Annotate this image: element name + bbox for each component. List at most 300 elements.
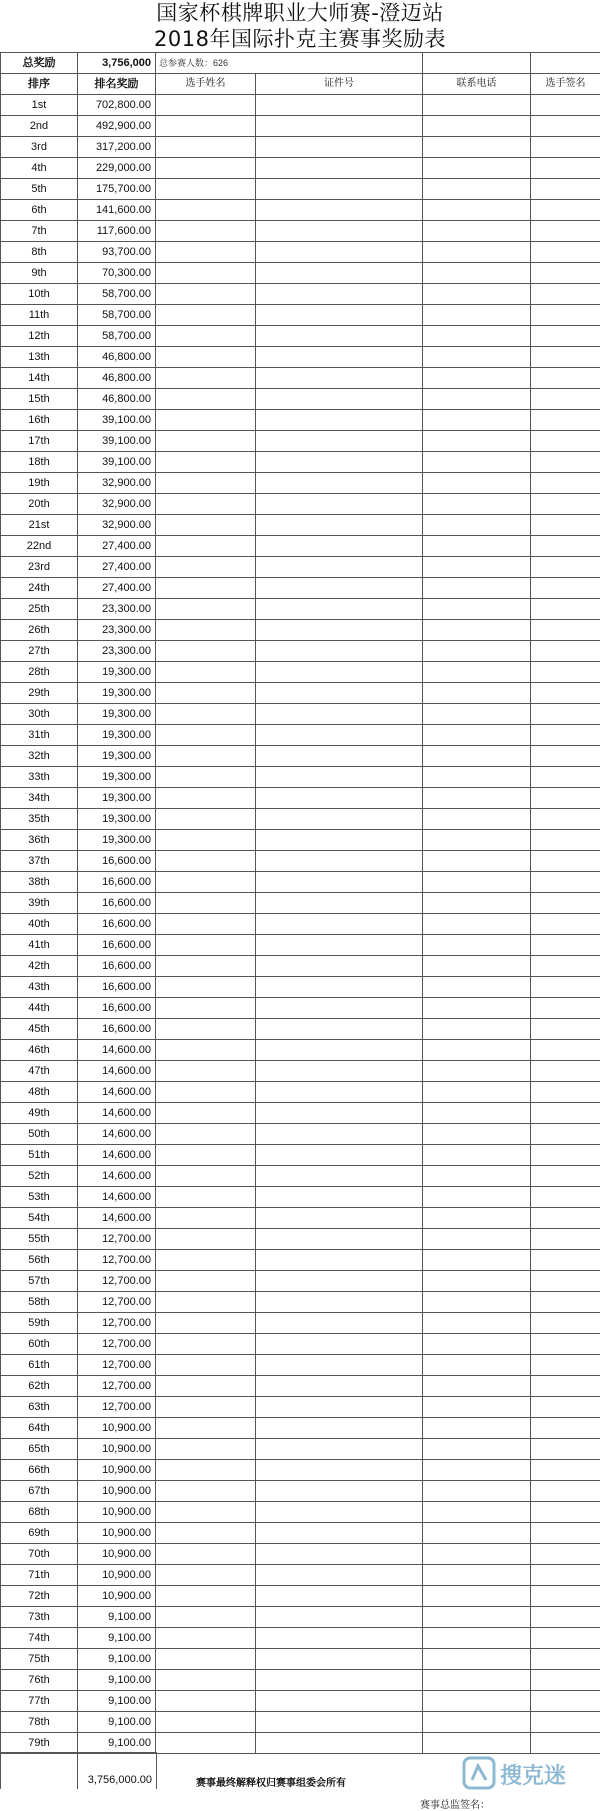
phone-cell [423,326,531,347]
table-row [1,767,600,788]
prize-cell: 16,600.00 [78,935,156,956]
prize-cell: 14,600.00 [78,1166,156,1187]
prize-cell: 19,300.00 [78,683,156,704]
prize-cell: 9,100.00 [78,1712,156,1733]
prize-cell: 70,300.00 [78,263,156,284]
prize-cell: 12,700.00 [78,1250,156,1271]
phone-cell [423,1061,531,1082]
player-name-cell [156,137,256,158]
total-prize-label: 总奖励 [1,53,78,74]
id-number-cell [256,1607,423,1628]
table-row [1,1082,600,1103]
player-name-cell [156,1313,256,1334]
table-row [1,1649,600,1670]
phone-cell [423,1166,531,1187]
id-number-cell [256,1250,423,1271]
id-number-cell [256,1061,423,1082]
table-row [1,851,600,872]
player-name-cell [156,1481,256,1502]
player-name-cell [156,725,256,746]
player-name-cell [156,1523,256,1544]
signature-cell [531,305,600,326]
phone-cell [423,1208,531,1229]
player-name-cell [156,893,256,914]
prize-cell: 58,700.00 [78,284,156,305]
signature-cell [531,557,600,578]
signature-cell [531,1481,600,1502]
rank-cell: 5th [1,179,78,200]
signature-cell [531,851,600,872]
player-name-cell [156,410,256,431]
rank-cell: 26th [1,620,78,641]
signature-cell [531,1082,600,1103]
prize-cell: 12,700.00 [78,1292,156,1313]
table-row [1,347,600,368]
player-name-cell [156,1628,256,1649]
rank-cell: 6th [1,200,78,221]
player-name-cell [156,1250,256,1271]
prize-cell: 9,100.00 [78,1628,156,1649]
prize-cell: 46,800.00 [78,347,156,368]
phone-cell [423,1145,531,1166]
phone-cell [423,305,531,326]
prize-cell: 27,400.00 [78,557,156,578]
id-number-cell [256,599,423,620]
player-name-cell [156,95,256,116]
signature-cell [531,683,600,704]
id-number-cell [256,1019,423,1040]
player-name-cell [156,1565,256,1586]
phone-cell [423,431,531,452]
prize-cell: 58,700.00 [78,305,156,326]
prize-cell: 19,300.00 [78,788,156,809]
table-row [1,536,600,557]
signature-cell [531,284,600,305]
prize-cell: 16,600.00 [78,1019,156,1040]
signature-cell [531,1397,600,1418]
rank-cell: 19th [1,473,78,494]
table-row [1,179,600,200]
phone-cell [423,704,531,725]
table-row [1,725,600,746]
phone-cell [423,95,531,116]
player-name-cell [156,1334,256,1355]
prize-cell: 39,100.00 [78,452,156,473]
signature-cell [531,956,600,977]
table-row [1,683,600,704]
table-row [1,158,600,179]
rank-cell: 79th [1,1733,78,1754]
prize-cell: 16,600.00 [78,851,156,872]
player-name-cell [156,956,256,977]
id-number-cell [256,1649,423,1670]
phone-cell [423,1523,531,1544]
prize-cell: 10,900.00 [78,1460,156,1481]
phone-cell [423,851,531,872]
phone-cell [423,1103,531,1124]
signature-cell [531,200,600,221]
phone-cell [423,725,531,746]
rank-cell: 52th [1,1166,78,1187]
signature-cell [531,1628,600,1649]
prize-cell: 12,700.00 [78,1397,156,1418]
phone-cell [423,1712,531,1733]
rank-cell: 48th [1,1082,78,1103]
signature-cell [531,1229,600,1250]
rank-cell: 61th [1,1355,78,1376]
id-number-cell [256,809,423,830]
rank-cell: 11th [1,305,78,326]
signature-cell [531,809,600,830]
rank-cell: 47th [1,1061,78,1082]
signature-cell [531,830,600,851]
id-number-cell [256,263,423,284]
table-row [1,221,600,242]
player-name-cell [156,326,256,347]
rank-cell: 20th [1,494,78,515]
signature-cell [531,1376,600,1397]
rank-cell: 54th [1,1208,78,1229]
header-id-number: 证件号 [256,74,423,95]
table-row [1,788,600,809]
table-row [1,305,600,326]
rank-cell: 70th [1,1544,78,1565]
table-row [1,620,600,641]
prize-cell: 16,600.00 [78,977,156,998]
signature-cell [531,1250,600,1271]
phone-cell [423,662,531,683]
player-name-cell [156,431,256,452]
rank-cell: 13th [1,347,78,368]
phone-cell [423,179,531,200]
id-number-cell [256,683,423,704]
table-row [1,872,600,893]
id-number-cell [256,431,423,452]
prize-cell: 175,700.00 [78,179,156,200]
player-name-cell [156,494,256,515]
player-name-cell [156,599,256,620]
footer-total: 3,756,000.00 [80,1774,152,1786]
phone-cell [423,977,531,998]
rank-cell: 72th [1,1586,78,1607]
id-number-cell [256,1229,423,1250]
table-row [1,1061,600,1082]
prize-cell: 46,800.00 [78,368,156,389]
id-number-cell [256,494,423,515]
signature-cell [531,410,600,431]
header-phone: 联系电话 [423,74,531,95]
player-name-cell [156,977,256,998]
table-row [1,599,600,620]
rank-cell: 28th [1,662,78,683]
signature-cell [531,431,600,452]
id-number-cell [256,893,423,914]
phone-cell [423,1334,531,1355]
prize-cell: 10,900.00 [78,1544,156,1565]
rank-cell: 76th [1,1670,78,1691]
player-name-cell [156,1670,256,1691]
id-number-cell [256,410,423,431]
signature-cell [531,599,600,620]
id-number-cell [256,1439,423,1460]
rank-cell: 25th [1,599,78,620]
player-name-cell [156,1208,256,1229]
phone-cell [423,452,531,473]
rank-cell: 56th [1,1250,78,1271]
id-number-cell [256,305,423,326]
rank-cell: 63th [1,1397,78,1418]
table-row [1,284,600,305]
signature-cell [531,1061,600,1082]
rank-cell: 60th [1,1334,78,1355]
rank-cell: 31th [1,725,78,746]
signature-cell [531,1124,600,1145]
rank-cell: 62th [1,1376,78,1397]
table-row [1,1523,600,1544]
signature-cell [531,116,600,137]
player-name-cell [156,683,256,704]
table-row [1,641,600,662]
signature-cell [531,1271,600,1292]
id-number-cell [256,1082,423,1103]
player-name-cell [156,1124,256,1145]
signature-cell [531,179,600,200]
rank-cell: 2nd [1,116,78,137]
player-name-cell [156,935,256,956]
rank-cell: 34th [1,788,78,809]
signature-cell [531,1586,600,1607]
table-row [1,95,600,116]
phone-cell [423,410,531,431]
id-number-cell [256,1565,423,1586]
signature-cell [531,1292,600,1313]
rank-cell: 33th [1,767,78,788]
id-number-cell [256,956,423,977]
prize-cell: 9,100.00 [78,1670,156,1691]
signature-cell [531,641,600,662]
rank-cell: 68th [1,1502,78,1523]
table-row [1,893,600,914]
prize-cell: 14,600.00 [78,1061,156,1082]
signature-cell [531,1460,600,1481]
rank-cell: 77th [1,1691,78,1712]
rank-cell: 1st [1,95,78,116]
player-name-cell [156,389,256,410]
signature-cell [531,515,600,536]
id-number-cell [256,1187,423,1208]
table-row [1,1040,600,1061]
player-name-cell [156,620,256,641]
id-number-cell [256,1124,423,1145]
prize-cell: 19,300.00 [78,725,156,746]
prize-cell: 39,100.00 [78,410,156,431]
id-number-cell [256,872,423,893]
table-row [1,1481,600,1502]
table-row [1,998,600,1019]
table-row [1,1019,600,1040]
table-row [1,830,600,851]
id-number-cell [256,1313,423,1334]
phone-cell [423,1439,531,1460]
rank-cell: 29th [1,683,78,704]
phone-cell [423,767,531,788]
signature-cell [531,1691,600,1712]
rank-cell: 45th [1,1019,78,1040]
signature-cell [531,620,600,641]
prize-cell: 16,600.00 [78,998,156,1019]
signature-cell [531,746,600,767]
table-row [1,452,600,473]
phone-cell [423,536,531,557]
player-name-cell [156,1460,256,1481]
phone-cell [423,809,531,830]
signature-cell [531,1166,600,1187]
signature-cell [531,494,600,515]
id-number-cell [256,1166,423,1187]
prize-cell: 317,200.00 [78,137,156,158]
prize-cell: 32,900.00 [78,494,156,515]
phone-cell [423,1040,531,1061]
id-number-cell [256,1523,423,1544]
phone-cell [423,1544,531,1565]
player-name-cell [156,347,256,368]
prize-cell: 19,300.00 [78,746,156,767]
table-row [1,662,600,683]
rank-cell: 32th [1,746,78,767]
id-number-cell [256,620,423,641]
table-row [1,1691,600,1712]
rank-cell: 8th [1,242,78,263]
id-number-cell [256,1502,423,1523]
player-name-cell [156,200,256,221]
table-title: 2018年国际扑克主赛事奖励表 [0,26,600,52]
phone-cell [423,242,531,263]
signature-cell [531,1523,600,1544]
rank-cell: 64th [1,1418,78,1439]
phone-cell [423,1292,531,1313]
rank-cell: 71th [1,1565,78,1586]
player-name-cell [156,116,256,137]
signature-cell [531,389,600,410]
table-row [1,200,600,221]
table-row [1,1397,600,1418]
phone-cell [423,1418,531,1439]
id-number-cell [256,767,423,788]
phone-cell [423,872,531,893]
rank-cell: 53th [1,1187,78,1208]
id-number-cell [256,1586,423,1607]
table-row [1,1712,600,1733]
player-name-cell [156,1103,256,1124]
rank-cell: 46th [1,1040,78,1061]
player-name-cell [156,1187,256,1208]
id-number-cell [256,851,423,872]
prize-cell: 16,600.00 [78,956,156,977]
player-name-cell [156,641,256,662]
prize-cell: 58,700.00 [78,326,156,347]
prize-cell: 9,100.00 [78,1607,156,1628]
header-prize: 排名奖励 [78,74,156,95]
rank-cell: 66th [1,1460,78,1481]
phone-cell [423,1082,531,1103]
header-player-name: 选手姓名 [156,74,256,95]
prize-cell: 12,700.00 [78,1355,156,1376]
rank-cell: 21st [1,515,78,536]
signature-cell [531,1649,600,1670]
prize-cell: 9,100.00 [78,1691,156,1712]
id-number-cell [256,95,423,116]
signature-cell [531,242,600,263]
player-name-cell [156,1586,256,1607]
phone-cell [423,1397,531,1418]
signature-cell [531,347,600,368]
id-number-cell [256,998,423,1019]
phone-cell [423,1502,531,1523]
prize-cell: 12,700.00 [78,1229,156,1250]
rank-cell: 22nd [1,536,78,557]
rank-cell: 49th [1,1103,78,1124]
id-number-cell [256,1691,423,1712]
rank-cell: 24th [1,578,78,599]
table-row [1,494,600,515]
summary-blank-cell [423,53,531,74]
rank-cell: 4th [1,158,78,179]
prize-cell: 12,700.00 [78,1313,156,1334]
phone-cell [423,284,531,305]
phone-cell [423,1271,531,1292]
rank-cell: 42th [1,956,78,977]
signature-cell [531,221,600,242]
id-number-cell [256,1208,423,1229]
prize-cell: 32,900.00 [78,473,156,494]
phone-cell [423,389,531,410]
signature-cell [531,263,600,284]
player-name-cell [156,1691,256,1712]
phone-cell [423,1670,531,1691]
signature-cell [531,578,600,599]
prize-cell: 14,600.00 [78,1187,156,1208]
player-name-cell [156,1397,256,1418]
player-name-cell [156,263,256,284]
player-name-cell [156,746,256,767]
id-number-cell [256,158,423,179]
watermark-logo-glyph [472,1766,486,1780]
prize-cell: 93,700.00 [78,242,156,263]
summary-row [1,53,600,74]
player-name-cell [156,809,256,830]
signature-cell [531,1334,600,1355]
signature-cell [531,1565,600,1586]
id-number-cell [256,788,423,809]
signature-cell [531,1502,600,1523]
phone-cell [423,1649,531,1670]
player-name-cell [156,1712,256,1733]
player-name-cell [156,515,256,536]
table-row [1,1208,600,1229]
header-rank: 排序 [1,74,78,95]
id-number-cell [256,1355,423,1376]
table-row [1,473,600,494]
id-number-cell [256,1460,423,1481]
phone-cell [423,1355,531,1376]
prize-cell: 14,600.00 [78,1145,156,1166]
signature-cell [531,1355,600,1376]
rank-cell: 15th [1,389,78,410]
prize-cell: 10,900.00 [78,1418,156,1439]
header-signature: 选手签名 [531,74,600,95]
id-number-cell [256,704,423,725]
id-number-cell [256,641,423,662]
